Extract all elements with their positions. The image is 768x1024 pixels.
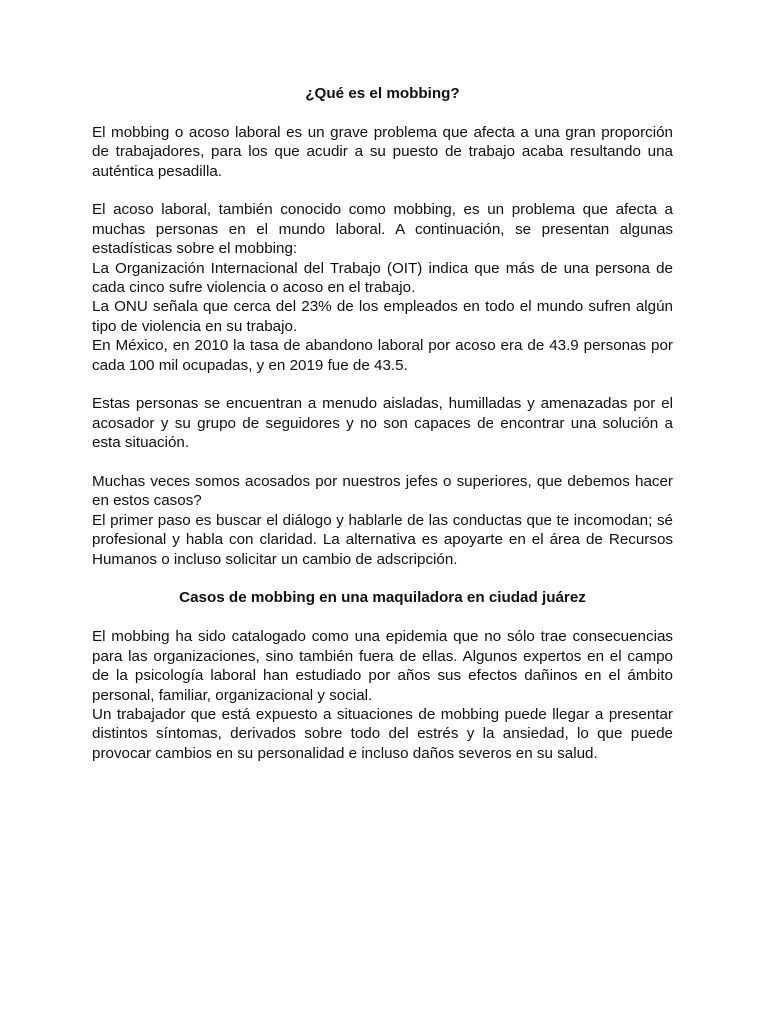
spacer [92,569,673,588]
spacer [92,608,673,627]
paragraph-isolation: Estas personas se encuentran a menudo aisladas, humilladas y amenazadas por el acosador y su grupo de seguidores y no son capaces de encontrar una solución a esta situación. [92,395,673,452]
spacer [92,103,673,122]
section-subtitle: Casos de mobbing en una maquiladora en ciudad juárez [179,589,586,607]
paragraph-question: Muchas veces somos acosados por nuestros jefes o superiores, que debemos hacer en estos casos? [92,473,673,510]
document-body [92,84,673,763]
paragraph-stat-oit: La Organización Internacional del Trabajo (OIT) indica que más de una persona de cada cinco sufre violencia o acoso en el trabajo. [92,259,673,297]
paragraph-stat-onu: La ONU señala que cerca del 23% de los empleados en todo el mundo sufren algún tipo de violencia en su trabajo. [92,298,673,335]
spacer [92,375,673,394]
paragraph-intro: El mobbing o acoso laboral es un grave problema que afecta a una gran proporción de trabajadores, para los que acudir a su puesto de trabajo acaba resultando una auténtica pesadilla. [92,123,673,180]
page-title: ¿Qué es el mobbing? [305,85,460,102]
paragraph-answer: El primer paso es buscar el diálogo y hablarle de las conductas que te incomodan; sé profesional y habla con claridad. La alternativa es apoyarte en el área de Recursos Humanos o incluso solicitar un cambio de adscripción. [92,511,673,568]
paragraph-stat-mexico: En México, en 2010 la tasa de abandono laboral por acoso era de 43.9 personas por cada 100 mil ocupadas, y en 2019 fue de 43.5. [92,337,673,374]
spacer [92,453,673,472]
paragraph-stats-intro: El acoso laboral, también conocido como mobbing, es un problema que afecta a muchas personas en el mundo laboral. A continuación, se presentan algunas estadísticas sobre el mobbing: [92,201,673,258]
paragraph-symptoms: Un trabajador que está expuesto a situaciones de mobbing puede llegar a presentar distintos síntomas, derivados sobre todo del estrés y la ansiedad, lo que puede provocar cambios en su personalidad e incluso daños severos en su salud. [92,705,673,762]
spacer [92,181,673,200]
paragraph-epidemic: El mobbing ha sido catalogado como una epidemia que no sólo trae consecuencias para las organizaciones, sino también fuera de ellas. Algunos expertos en el campo de la psicología laboral han estudiado por años sus efectos dañinos en el ámbito personal, familiar, organizacional y social. [92,628,673,704]
